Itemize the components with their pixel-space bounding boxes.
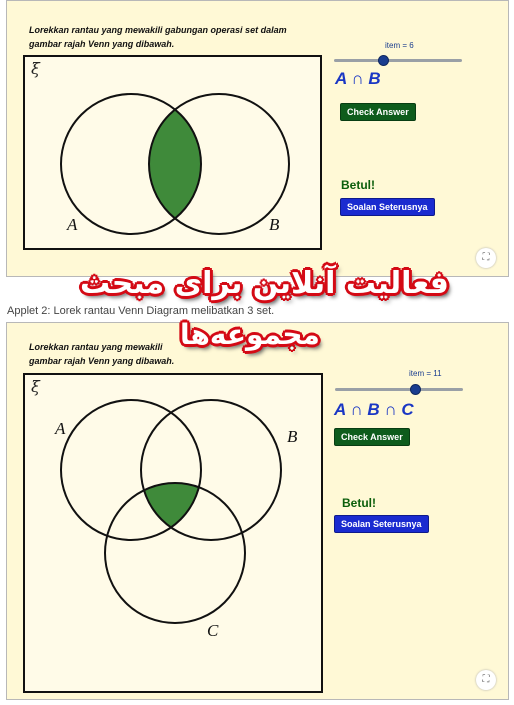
slider-knob[interactable] bbox=[410, 384, 421, 395]
applet-2-caption: Applet 2: Lorek rantau Venn Diagram melibatkan 3 set. bbox=[7, 305, 275, 317]
slider-knob[interactable] bbox=[378, 55, 389, 66]
applet-2 bbox=[6, 322, 509, 700]
set-b-label: B bbox=[287, 427, 298, 446]
check-answer-button[interactable]: Check Answer bbox=[334, 428, 410, 446]
universal-set-symbol: ξ bbox=[31, 377, 40, 396]
next-question-button[interactable]: Soalan Seterusnya bbox=[334, 515, 429, 533]
instruction-line-2: gambar rajah Venn yang dibawah. bbox=[29, 356, 175, 366]
set-expression: A ∩ B bbox=[335, 69, 381, 88]
result-text: Betul! bbox=[342, 496, 376, 510]
result-text: Betul! bbox=[341, 178, 375, 192]
applet-1 bbox=[6, 0, 509, 277]
set-c-label: C bbox=[207, 621, 219, 640]
instruction-line-1: Lorekkan rantau yang mewakili bbox=[29, 342, 163, 352]
circle-a[interactable] bbox=[61, 400, 201, 540]
item-slider[interactable] bbox=[334, 59, 462, 62]
set-expression: A ∩ B ∩ C bbox=[334, 400, 414, 419]
overlay-title-line-1: فعالیت آنلاین برای مبحث bbox=[80, 266, 449, 301]
instruction-line-2: gambar rajah Venn yang dibawah. bbox=[29, 39, 175, 49]
item-slider[interactable] bbox=[335, 388, 463, 391]
circle-b[interactable] bbox=[141, 400, 281, 540]
next-question-button[interactable]: Soalan Seterusnya bbox=[340, 198, 435, 216]
set-a-label: A bbox=[67, 215, 78, 234]
slider-label: item = 6 bbox=[385, 41, 414, 50]
check-answer-button[interactable]: Check Answer bbox=[340, 103, 416, 121]
overlay-title-line-2: مجموعه‌ها bbox=[180, 318, 320, 351]
instruction-line-1: Lorekkan rantau yang mewakili gabungan operasi set dalam bbox=[29, 25, 287, 35]
fullscreen-icon[interactable]: ⛶ bbox=[476, 248, 496, 268]
venn-diagram-2-sets[interactable] bbox=[23, 55, 322, 250]
set-a-label: A bbox=[55, 419, 66, 438]
slider-label: item = 11 bbox=[409, 369, 442, 378]
universal-set-symbol: ξ bbox=[31, 59, 40, 78]
instruction-text bbox=[29, 23, 329, 51]
set-b-label: B bbox=[269, 215, 280, 234]
venn-svg bbox=[25, 375, 321, 691]
venn-diagram-3-sets[interactable] bbox=[23, 373, 323, 693]
fullscreen-icon[interactable]: ⛶ bbox=[476, 670, 496, 690]
